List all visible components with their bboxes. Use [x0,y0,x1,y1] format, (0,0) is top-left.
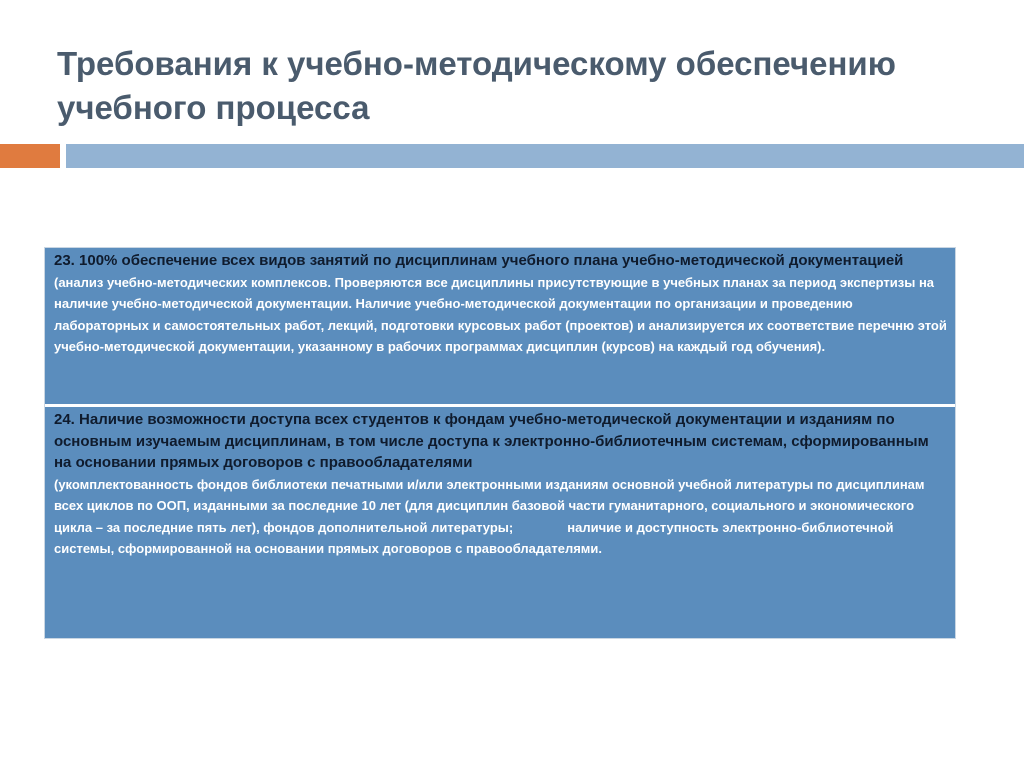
requirement-row-24 [45,407,955,638]
requirements-table [44,247,956,639]
requirement-23-heading: 23. 100% обеспечение всех видов занятий по дисциплинам учебного плана учебно-методической документацией [54,252,904,269]
requirement-24-detail-part2: наличие и доступность электронно-библиотечной системы, сформированной на основании прямых договоров с правообладателями. [54,519,894,556]
slide-title: Требования к учебно-методическому обеспечению учебного процесса [57,45,896,126]
requirement-24-detail-part1: (укомплектованность фондов библиотеки печатными и/или электронными изданиям основной учебной литературы по дисциплинам всех циклов по ООП, изданными за последние 10 лет (для дисциплин базовой части гуманитарного, социального и экономического цикла – за последние пять лет), фондов дополнительной литературы; [54,476,925,535]
accent-bar-orange [0,144,60,168]
requirement-24-heading: 24. Наличие возможности доступа всех студентов к фондам учебно-методической документации и изданиям по основным изучаемым дисциплинам, в том числе доступа к электронно-библиотечным системам, сформированным на основании прямых договоров с правообладателями [54,411,929,471]
accent-bar-blue [66,144,1024,168]
requirement-row-23 [45,248,955,404]
requirement-23-detail: (анализ учебно-методических комплексов. Проверяются все дисциплины присутствующие в учебных планах за период экспертизы на наличие учебно-методической документации. Наличие учебно-методической документации по организации и проведению лабораторных и самостоятельных работ, лекций, подготовки курсовых работ (проектов) и анализируется их соответствие перечню этой учебно-методической документации, указанному в рабочих программах дисциплин (курсов) на каждый год обучения). [54,274,947,354]
